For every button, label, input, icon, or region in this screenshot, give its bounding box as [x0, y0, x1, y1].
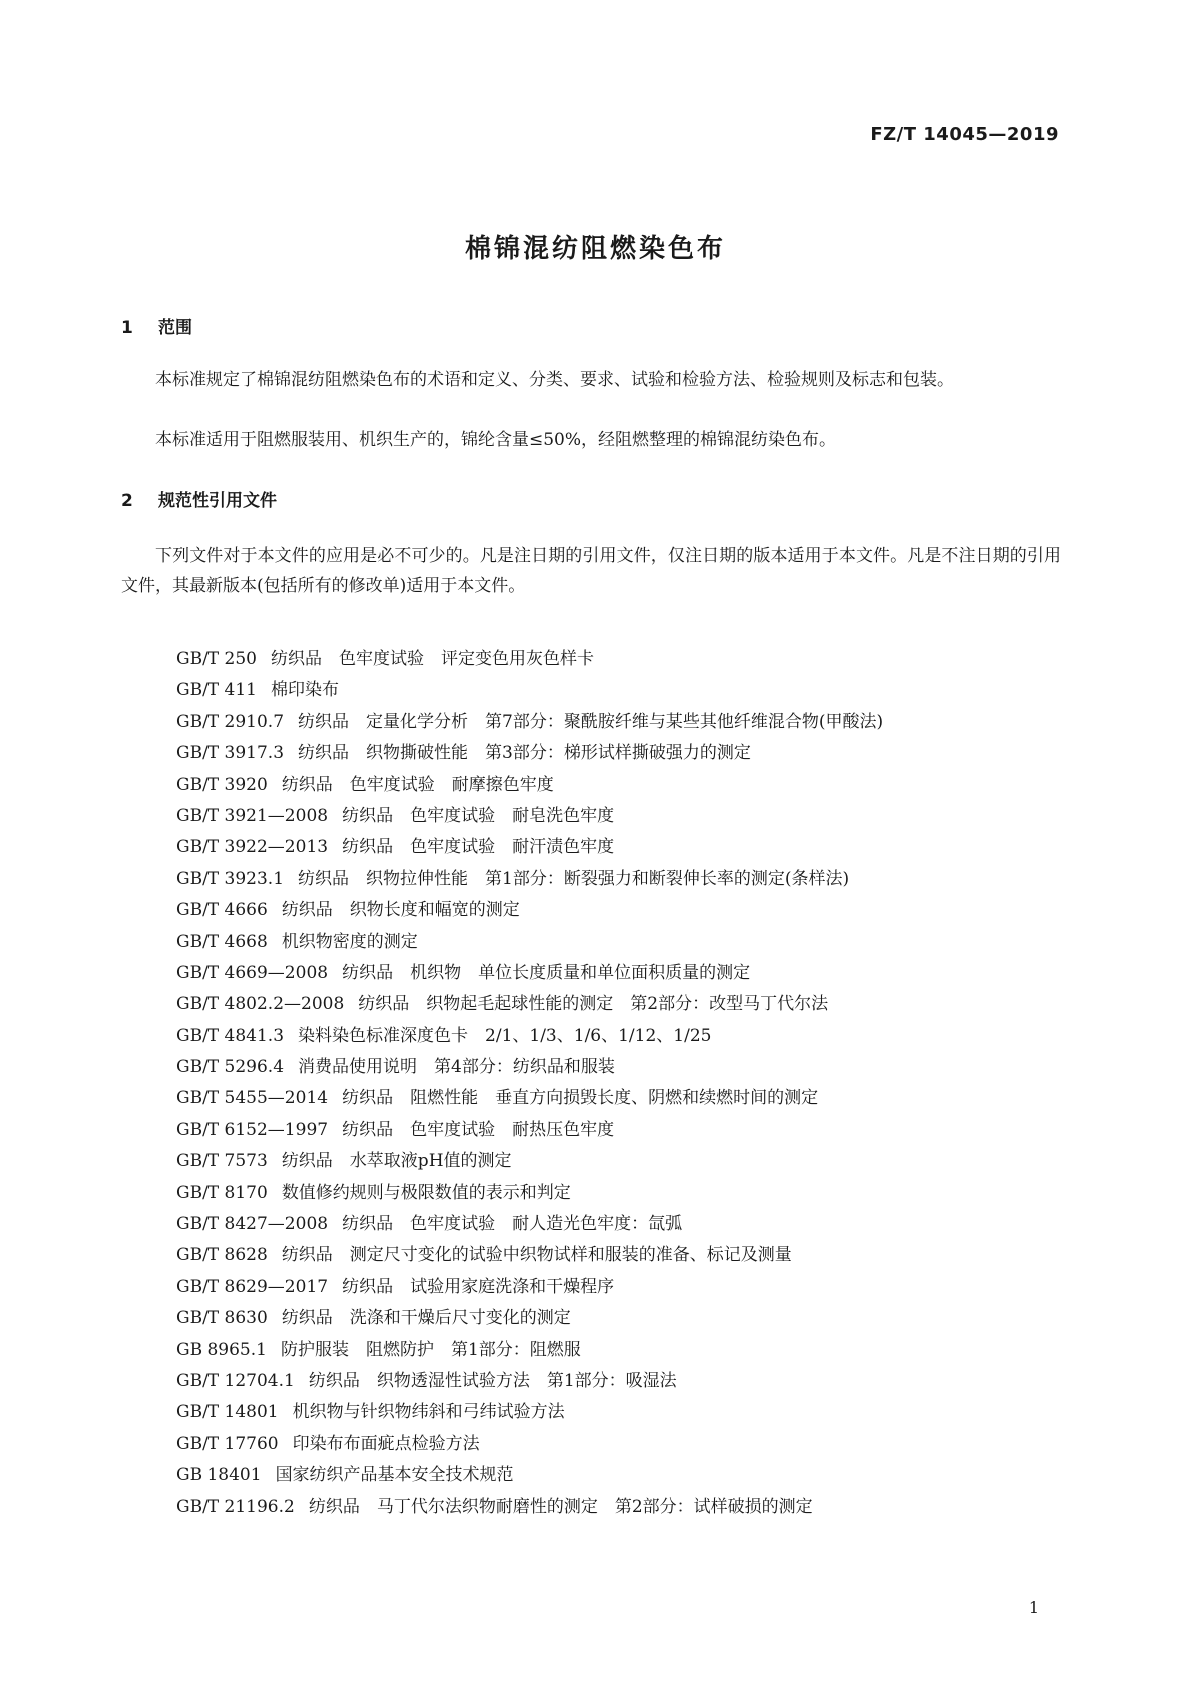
reference-title: 纺织品 织物透湿性试验方法 第1部分：吸湿法: [308, 1370, 677, 1391]
reference-item: [176, 958, 883, 989]
standard-code: FZ/T 14045—2019: [870, 124, 1059, 145]
reference-code: GB/T 3923.1: [176, 868, 285, 889]
reference-code: GB/T 21196.2: [176, 1496, 295, 1517]
reference-code: GB 8965.1: [176, 1339, 267, 1360]
reference-item: [176, 1115, 883, 1146]
reference-code: GB 18401: [176, 1465, 262, 1486]
reference-title: 机织物密度的测定: [281, 931, 418, 952]
reference-item: [176, 1272, 883, 1303]
reference-item: [176, 1335, 883, 1366]
page-number: 1: [1028, 1598, 1039, 1617]
reference-title: 纺织品 色牢度试验 耐热压色牢度: [342, 1119, 615, 1140]
reference-code: GB/T 8170: [176, 1182, 268, 1203]
reference-title: 数值修约规则与极限数值的表示和判定: [281, 1182, 571, 1203]
reference-code: GB/T 4666: [176, 900, 268, 921]
reference-code: GB/T 3921—2008: [176, 805, 329, 826]
reference-title: 防护服装 阻燃防护 第1部分：阻燃服: [280, 1339, 581, 1360]
reference-item: [176, 864, 883, 895]
reference-title: 纺织品 色牢度试验 评定变色用灰色样卡: [271, 649, 594, 669]
reference-code: GB/T 12704.1: [176, 1370, 295, 1391]
section-title: 范围: [158, 318, 192, 338]
reference-title: 纺织品 色牢度试验 耐摩擦色牢度: [281, 774, 554, 795]
section-2-heading: [121, 486, 277, 511]
reference-item: [176, 989, 883, 1020]
reference-title: 消费品使用说明 第4部分：纺织品和服装: [298, 1057, 615, 1078]
reference-code: GB/T 2910.7: [176, 711, 285, 732]
reference-title: 印染布布面疵点检验方法: [292, 1433, 480, 1454]
reference-code: GB/T 4668: [176, 931, 268, 952]
reference-item: [176, 1178, 883, 1209]
document-title: 棉锦混纺阻燃染色布: [464, 234, 726, 264]
reference-title: 机织物与针织物纬斜和弓纬试验方法: [292, 1402, 565, 1423]
reference-item: [176, 1240, 883, 1271]
reference-code: GB/T 5296.4: [176, 1057, 285, 1078]
reference-item: [176, 675, 883, 706]
reference-code: GB/T 3917.3: [176, 743, 285, 764]
reference-item: [176, 1021, 883, 1052]
section-1-heading: [121, 313, 192, 338]
reference-title: 纺织品 试验用家庭洗涤和干燥程序: [342, 1276, 615, 1297]
reference-item: [176, 927, 883, 958]
reference-code: GB/T 4802.2—2008: [176, 994, 345, 1015]
reference-title: 棉印染布: [271, 680, 339, 701]
section-2-paragraph-1: 下列文件对于本文件的应用是必不可少的。凡是注日期的引用文件，仅注日期的版本适用于本文件。凡是不注日期的引用文件，其最新版本(包括所有的修改单)适用于本文件。: [121, 546, 1061, 596]
reference-item: [176, 1460, 883, 1491]
reference-title: 纺织品 洗涤和干燥后尺寸变化的测定: [281, 1308, 571, 1329]
reference-title: 纺织品 马丁代尔法织物耐磨性的测定 第2部分：试样破损的测定: [308, 1496, 813, 1517]
reference-item: [176, 1366, 883, 1397]
normative-references-list: [176, 644, 883, 1523]
reference-code: GB/T 3920: [176, 774, 268, 795]
reference-item: [176, 738, 883, 769]
reference-item: [176, 1492, 883, 1523]
reference-code: GB/T 7573: [176, 1151, 268, 1172]
reference-item: [176, 1429, 883, 1460]
section-1-paragraph-2: 本标准适用于阻燃服装用、机织生产的，锦纶含量≤50%，经阻燃整理的棉锦混纺染色布。: [155, 430, 837, 450]
reference-title: 国家纺织产品基本安全技术规范: [275, 1465, 514, 1486]
reference-code: GB/T 14801: [176, 1402, 279, 1423]
reference-title: 纺织品 色牢度试验 耐汗渍色牢度: [342, 837, 615, 858]
reference-item: [176, 1397, 883, 1428]
reference-code: GB/T 8628: [176, 1245, 268, 1266]
reference-title: 纺织品 水萃取液pH值的测定: [281, 1151, 512, 1172]
reference-title: 纺织品 色牢度试验 耐人造光色牢度：氙弧: [342, 1214, 683, 1235]
reference-item: [176, 770, 883, 801]
reference-title: 纺织品 织物起毛起球性能的测定 第2部分：改型马丁代尔法: [358, 994, 829, 1015]
reference-title: 纺织品 色牢度试验 耐皂洗色牢度: [342, 805, 615, 826]
reference-title: 染料染色标准深度色卡 2/1、1/3、1/6、1/12、1/25: [298, 1025, 712, 1046]
section-1-paragraph-1: 本标准规定了棉锦混纺阻燃染色布的术语和定义、分类、要求、试验和检验方法、检验规则及标志和包装。: [155, 370, 954, 390]
reference-code: GB/T 5455—2014: [176, 1088, 329, 1109]
reference-code: GB/T 17760: [176, 1433, 279, 1454]
reference-code: GB/T 3922—2013: [176, 837, 329, 858]
reference-title: 纺织品 阻燃性能 垂直方向损毁长度、阴燃和续燃时间的测定: [342, 1088, 819, 1109]
section-title: 规范性引用文件: [158, 491, 277, 511]
reference-title: 纺织品 织物拉伸性能 第1部分：断裂强力和断裂伸长率的测定(条样法): [298, 868, 850, 889]
reference-item: [176, 1209, 883, 1240]
reference-code: GB/T 8629—2017: [176, 1276, 329, 1297]
reference-code: GB/T 6152—1997: [176, 1119, 329, 1140]
reference-code: GB/T 250: [176, 649, 257, 669]
reference-item: [176, 832, 883, 863]
section-number: 1: [121, 318, 133, 338]
reference-item: [176, 895, 883, 926]
reference-title: 纺织品 测定尺寸变化的试验中织物试样和服装的准备、标记及测量: [281, 1245, 792, 1266]
reference-item: [176, 1303, 883, 1334]
reference-code: GB/T 4841.3: [176, 1025, 285, 1046]
reference-title: 纺织品 机织物 单位长度质量和单位面积质量的测定: [342, 962, 751, 983]
reference-item: [176, 1083, 883, 1114]
reference-code: GB/T 8630: [176, 1308, 268, 1329]
reference-item: [176, 1146, 883, 1177]
reference-title: 纺织品 定量化学分析 第7部分：聚酰胺纤维与某些其他纤维混合物(甲酸法): [298, 711, 884, 732]
reference-title: 纺织品 织物撕破性能 第3部分：梯形试样撕破强力的测定: [298, 743, 751, 764]
reference-item: [176, 801, 883, 832]
reference-title: 纺织品 织物长度和幅宽的测定: [281, 900, 520, 921]
reference-item: [176, 707, 883, 738]
reference-code: GB/T 8427—2008: [176, 1214, 329, 1235]
reference-item: [176, 1052, 883, 1083]
reference-item: [176, 644, 883, 675]
reference-code: GB/T 4669—2008: [176, 962, 329, 983]
section-number: 2: [121, 491, 133, 511]
reference-code: GB/T 411: [176, 680, 257, 701]
